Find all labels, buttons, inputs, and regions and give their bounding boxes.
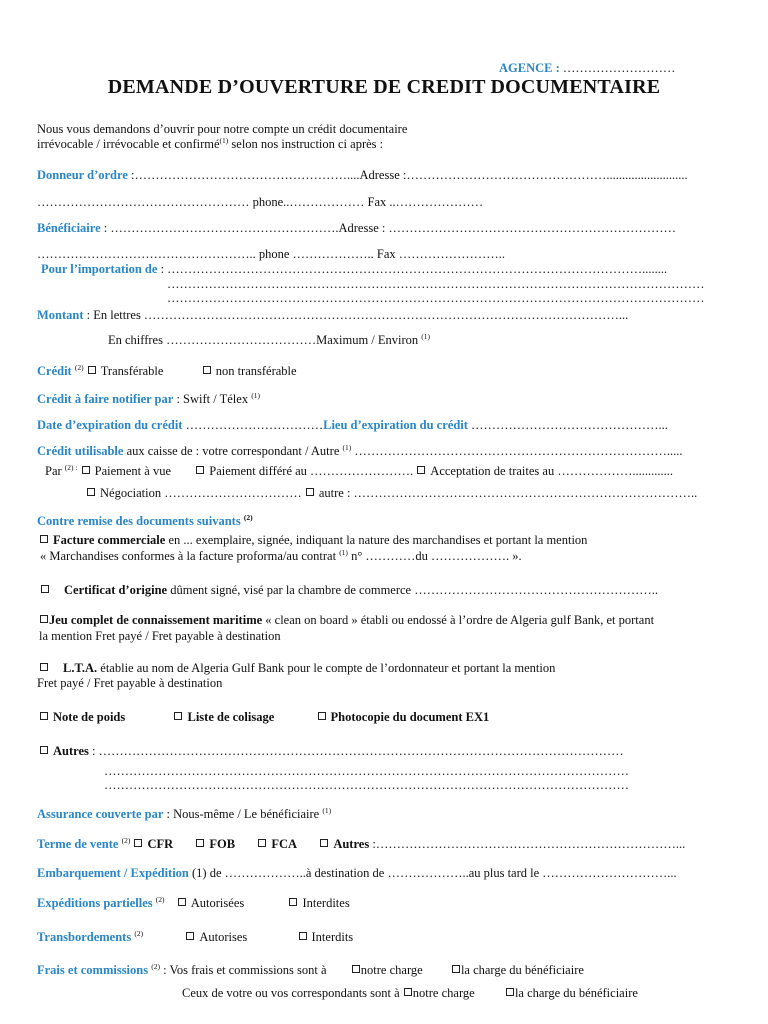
utilisable-row [37, 444, 683, 459]
partielles-label: Expéditions partielles [37, 896, 153, 910]
autres-docs-line-3[interactable]: ……………………………………………………………………………………………………………… [104, 778, 629, 792]
embarquement-row [37, 866, 677, 881]
lta-row-1 [39, 661, 555, 676]
correspondants-text: Ceux de votre ou vos correspondants sont à [182, 986, 400, 1000]
lta-row-2: Fret payé / Fret payable à destination [37, 676, 223, 690]
terme-label: Terme de vente [37, 837, 119, 851]
autre-label[interactable]: autre : ……………………………………………………………………….. [318, 486, 698, 500]
note-2-sup: (2) [243, 513, 253, 522]
documents-heading [37, 514, 253, 529]
note-1-sup: (1) [251, 391, 260, 400]
partielles-interdites-label: Interdites [302, 896, 350, 910]
non-transferable-label: non transférable [215, 364, 297, 378]
importation-label: Pour l’importation de [41, 262, 158, 276]
credit-label: Crédit [37, 364, 72, 378]
autres-row-1 [39, 744, 624, 759]
facture-text: en ... exemplaire, signée, indiquant la nature des marchandises et portant la mention [165, 533, 588, 547]
notifier-row [37, 392, 260, 407]
paiement-vue-checkbox[interactable] [82, 466, 90, 474]
liste-colisage-label: Liste de colisage [187, 710, 275, 724]
agence-label: AGENCE : [499, 61, 560, 75]
importation-line-1[interactable]: : ……………………………………………………………………………………………………........ [157, 262, 668, 276]
fob-label: FOB [209, 837, 236, 851]
autre-checkbox[interactable] [306, 488, 314, 496]
transbordements-row [37, 930, 353, 945]
montant-row-1 [37, 308, 628, 323]
documents-label: Contre remise des documents suivants [37, 514, 241, 528]
autres-terme-checkbox[interactable] [320, 839, 328, 847]
correspondants-notre-charge-checkbox[interactable] [404, 988, 412, 996]
note-1-sup: (1) [219, 136, 229, 145]
transbordements-interdits-checkbox[interactable] [299, 932, 307, 940]
frais-text: : Vos frais et commissions sont à [159, 963, 327, 977]
date-expiration-field[interactable]: …………………………… [182, 418, 324, 432]
montant-lettres[interactable]: : En lettres ……………………………………………………………………………………………………... [83, 308, 629, 322]
fca-checkbox[interactable] [258, 839, 266, 847]
lta-text: établie au nom de Algeria Gulf Bank pour le compte de l’ordonnateur et portant la mention [97, 661, 556, 675]
page-title: DEMANDE D’OUVERTURE DE CREDIT DOCUMENTAIRE [107, 76, 661, 98]
note-poids-label: Note de poids [53, 710, 126, 724]
lieu-expiration-label: Lieu d’expiration du crédit [323, 418, 468, 432]
fca-label: FCA [271, 837, 298, 851]
facture-checkbox[interactable] [40, 535, 48, 543]
importation-line-3[interactable]: ………………………………………………………………………………………………………………… [167, 291, 705, 305]
negociation-row [86, 486, 697, 501]
frais-charge-beneficiaire-label: la charge du bénéficiaire [460, 963, 584, 977]
correspondants-notre-charge-label: notre charge [412, 986, 475, 1000]
note-2-sup: (2) [121, 836, 131, 845]
frais-notre-charge-checkbox[interactable] [352, 965, 360, 973]
facture-label: Facture commerciale [53, 533, 166, 547]
autres-terme-label: Autres [333, 837, 370, 851]
partielles-interdites-checkbox[interactable] [289, 898, 297, 906]
importation-line-2[interactable]: ………………………………………………………………………………………………………………… [167, 277, 705, 291]
donneur-label: Donneur d’ordre [37, 168, 128, 182]
certificat-label: Certificat d’origine [64, 583, 168, 597]
correspondants-charge-beneficiaire-label: la charge du bénéficiaire [514, 986, 638, 1000]
intro-text-end: selon nos instruction ci après : [228, 137, 384, 151]
facture-mention: « Marchandises conformes à la facture proforma/au contrat [40, 549, 340, 563]
certificat-row [40, 583, 658, 598]
donneur-row-2[interactable]: …………………………………………… phone..……………… Fax ..………………… [37, 195, 484, 209]
transbordements-autorises-label: Autorises [199, 930, 248, 944]
utilisable-field[interactable]: …………………………………………………………………..... [351, 444, 683, 458]
connaissement-label: Jeu complet de connaissement maritime [49, 613, 263, 627]
notifier-label: Crédit à faire notifier par [37, 392, 174, 406]
montant-chiffres[interactable]: En chiffres ………………………………Maximum / Environ [108, 333, 422, 347]
cfr-label: CFR [147, 837, 174, 851]
donneur-row-1 [37, 168, 688, 183]
utilisable-label: Crédit utilisable [37, 444, 124, 458]
frais-notre-charge-label: notre charge [360, 963, 423, 977]
par-label: Par [45, 464, 62, 478]
intro-line-2 [37, 137, 383, 152]
connaissement-row-2: la mention Fret payé / Fret payable à destination [39, 629, 281, 643]
frais-row-2 [182, 986, 638, 1001]
photocopie-ex1-checkbox[interactable] [318, 712, 326, 720]
beneficiaire-label: Bénéficiaire [37, 221, 101, 235]
paiement-differe-label[interactable]: Paiement différé au ……………………. [209, 464, 417, 478]
note-2-sup: (2) : [64, 463, 78, 472]
note-1-sup: (1) [421, 332, 431, 341]
note-2-sup: (2) [134, 929, 144, 938]
cfr-checkbox[interactable] [134, 839, 142, 847]
connaissement-text: « clean on board » établi ou endossé à l’ordre de Algeria gulf Bank, et portant [262, 613, 655, 627]
fob-checkbox[interactable] [196, 839, 204, 847]
frais-charge-beneficiaire-checkbox[interactable] [452, 965, 460, 973]
other-docs-row [39, 710, 489, 725]
certificat-checkbox[interactable] [41, 585, 49, 593]
transbordements-interdits-label: Interdits [311, 930, 354, 944]
assurance-label: Assurance couverte par [37, 807, 164, 821]
acceptation-traites-checkbox[interactable] [417, 466, 425, 474]
certificat-text[interactable]: dûment signé, visé par la chambre de commerce ………………………………………………….. [167, 583, 658, 597]
autres-docs-checkbox[interactable] [40, 746, 48, 754]
facture-contrat-field[interactable]: n° …………du ………………. ». [347, 549, 522, 563]
photocopie-ex1-label: Photocopie du document EX1 [330, 710, 490, 724]
par-row [45, 464, 673, 479]
lta-label: L.T.A. [63, 661, 98, 675]
donneur-line-1[interactable]: :……………………………………………....Adresse :………………………………………….......................... [127, 168, 688, 182]
partielles-autorisees-label: Autorisées [190, 896, 245, 910]
lieu-expiration-field[interactable]: ………………………………………... [467, 418, 668, 432]
connaissement-row-1 [39, 613, 654, 628]
intro-line-1: Nous vous demandons d’ouvrir pour notre compte un crédit documentaire [37, 122, 408, 136]
acceptation-traites-label[interactable]: Acceptation de traites au ………………............. [430, 464, 673, 478]
non-transferable-checkbox[interactable] [203, 366, 211, 374]
note-1-sup: (1) [339, 548, 348, 557]
facture-row-2 [40, 549, 522, 564]
montant-row-2 [108, 333, 430, 348]
note-poids-checkbox[interactable] [40, 712, 48, 720]
facture-row-1 [39, 533, 587, 548]
montant-label: Montant [37, 308, 84, 322]
beneficiaire-line-1[interactable]: : ……………………………………………….Adresse : …………………………………………………………… [100, 221, 676, 235]
note-2-sup: (2) [151, 962, 160, 971]
notifier-text: : Swift / Télex [173, 392, 252, 406]
frais-label: Frais et commissions [37, 963, 149, 977]
utilisable-text: aux caisse de : votre correspondant / Autre [123, 444, 343, 458]
assurance-text: : Nous-même / Le bénéficiaire [163, 807, 323, 821]
credit-row [37, 364, 297, 379]
beneficiaire-row-2[interactable]: …………………………………………….. phone ……………….. Fax …………………….. [37, 247, 506, 261]
partielles-row [37, 896, 350, 911]
note-1-sup: (1) [322, 806, 332, 815]
date-expiration-label: Date d’expiration du crédit [37, 418, 183, 432]
terme-row [37, 837, 685, 852]
correspondants-charge-beneficiaire-checkbox[interactable] [506, 988, 514, 996]
paiement-differe-checkbox[interactable] [196, 466, 204, 474]
autres-docs-line-1[interactable]: : ……………………………………………………………………………………………………………… [88, 744, 624, 758]
transbordements-autorises-checkbox[interactable] [186, 932, 194, 940]
connaissement-checkbox[interactable] [40, 615, 48, 623]
expiration-row [37, 418, 668, 433]
agence-dots[interactable]: ……………………… [559, 61, 676, 75]
partielles-autorisees-checkbox[interactable] [178, 898, 186, 906]
autres-terme-field[interactable]: :………………………………………………………………... [369, 837, 686, 851]
embarquement-label: Embarquement / Expédition [37, 866, 189, 880]
agence-field [499, 61, 675, 76]
transbordements-label: Transbordements [37, 930, 132, 944]
beneficiaire-row-1 [37, 221, 676, 236]
intro-text: irrévocable / irrévocable et confirmé [37, 137, 220, 151]
transferable-label: Transférable [100, 364, 164, 378]
liste-colisage-checkbox[interactable] [174, 712, 182, 720]
negociation-checkbox[interactable] [87, 488, 95, 496]
note-1-sup: (1) [342, 443, 352, 452]
negociation-label[interactable]: Négociation …………………………… [100, 486, 305, 500]
note-2-sup: (2) [155, 895, 165, 904]
autres-docs-line-2[interactable]: ……………………………………………………………………………………………………………… [104, 764, 629, 778]
importation-row-1 [41, 262, 667, 277]
paiement-vue-label: Paiement à vue [94, 464, 172, 478]
transferable-checkbox[interactable] [88, 366, 96, 374]
autres-docs-label: Autres [53, 744, 89, 758]
embarquement-field[interactable]: (1) de ………………..à destination de ………………..au plus tard le …………………………... [188, 866, 677, 880]
assurance-row [37, 807, 331, 822]
note-2-sup: (2) [74, 363, 84, 372]
lta-checkbox[interactable] [40, 663, 48, 671]
frais-row-1 [37, 963, 584, 978]
